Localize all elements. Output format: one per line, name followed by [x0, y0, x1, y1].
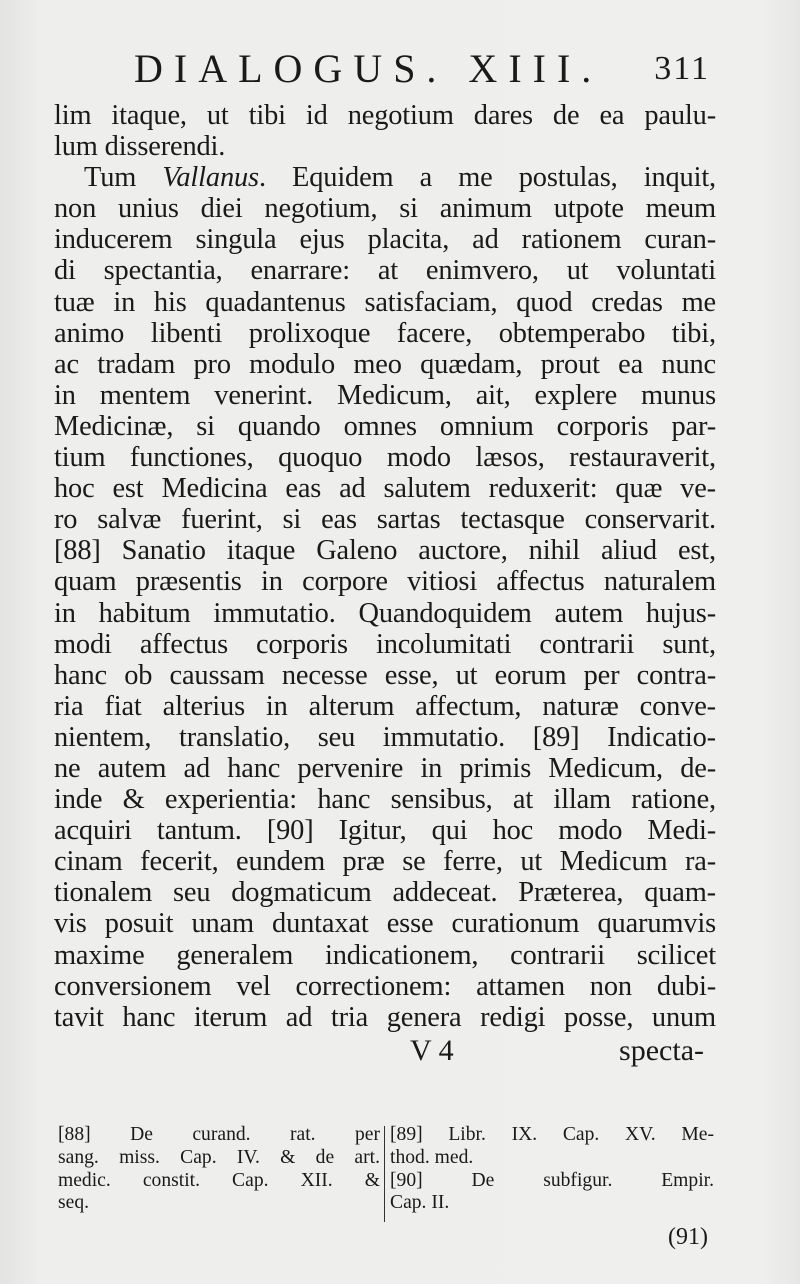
speaker-name: Vallanus — [162, 162, 259, 194]
footnote-line: sang. miss. Cap. IV. & de art. — [58, 1146, 380, 1168]
text-line: quam præsentis in corpore vitiosi affectus naturalem — [54, 566, 716, 598]
text-line: conversionem vel correctionem: attamen non dubi- — [54, 970, 716, 1002]
footnotes-right-column — [390, 1124, 714, 1215]
text-line: ac tradam pro modulo meo quædam, prout ea nunc — [54, 348, 716, 380]
text-line: tionalem seu dogmaticum addeceat. Præterea, quam- — [54, 877, 716, 909]
footnote-line: medic. constit. Cap. XII. & — [58, 1169, 380, 1191]
signature-mark-v4: V 4 — [410, 1033, 454, 1067]
gathering-mark: (91) — [668, 1224, 708, 1250]
text-line: inducerem singula ejus placita, ad rationem curan- — [54, 224, 716, 256]
text-line: nientem, translatio, seu immutatio. [89] Indicatio- — [54, 721, 716, 753]
footnote-divider — [384, 1126, 385, 1222]
text-line: tium functiones, quoquo modo læsos, restauraverit, — [54, 442, 716, 474]
footnotes-left-column — [58, 1124, 380, 1215]
running-head: DIALOGUS. XIII. — [134, 46, 603, 91]
text-line: tavit hanc iterum ad tria genera redigi posse, unum — [54, 1001, 716, 1033]
footnote-line: thod. med. — [390, 1146, 474, 1168]
text-line: cinam fecerit, eundem præ se ferre, ut Medicum ra- — [54, 846, 716, 878]
catchword: specta- — [619, 1033, 704, 1067]
text-line: tuæ in his quadantenus satisfaciam, quod credas me — [54, 286, 716, 318]
page-header — [54, 38, 716, 100]
text-line: hanc ob caussam necesse esse, ut eorum per contra- — [54, 659, 716, 691]
text-line: maxime generalem indicationem, contrarii scilicet — [54, 939, 716, 971]
text-line: animo libenti prolixoque facere, obtemperabo tibi, — [54, 317, 716, 349]
text-line: inde & experientia: hanc sensibus, at illam ratione, — [54, 784, 716, 816]
text-line: acquiri tantum. [90] Igitur, qui hoc modo Medi- — [54, 815, 716, 847]
text-line: di spectantia, enarrare: at enimvero, ut voluntati — [54, 255, 716, 287]
text-line: lum disserendi. — [54, 131, 226, 163]
text-line: modi affectus corporis incolumitati contrarii sunt, — [54, 628, 716, 660]
text-line: vis posuit unam duntaxat esse curationum quarumvis — [54, 908, 716, 940]
footnote-line: [89] Libr. IX. Cap. XV. Me- — [390, 1124, 714, 1145]
footnote-line: Cap. II. — [390, 1192, 450, 1214]
text-line: Medicinæ, si quando omnes omnium corporis par- — [54, 410, 716, 442]
text-line: lim itaque, ut tibi id negotium dares de ea paulu- — [54, 100, 716, 131]
text-line: hoc est Medicina eas ad salutem reduxerit: quæ ve- — [54, 473, 716, 505]
footnote-line: [90] De subfigur. Empir. — [390, 1169, 714, 1191]
catch-row — [54, 1033, 716, 1069]
page-content — [54, 38, 716, 1069]
footnote-line: [88] De curand. rat. per — [58, 1124, 380, 1145]
text-line: ne autem ad hanc pervenire in primis Medicum, de- — [54, 752, 716, 784]
body-text — [54, 100, 716, 1033]
text-line: ria fiat alterius in alterum affectum, naturæ conve- — [54, 690, 716, 722]
text-line: ro salvæ fuerint, si eas sartas tectasque conservarit. — [54, 504, 716, 536]
text-line: in mentem venerint. Medicum, ait, explere munus — [54, 379, 716, 411]
text-line: in habitum immutatio. Quandoquidem autem hujus- — [54, 597, 716, 629]
text-line: [88] Sanatio itaque Galeno auctore, nihil aliud est, — [54, 535, 716, 567]
text-line: non unius diei negotium, si animum utpote meum — [54, 193, 716, 225]
footnote-line: seq. — [58, 1192, 90, 1214]
page-number: 311 — [654, 50, 710, 87]
text-line: Tum Vallanus. Equidem a me postulas, inquit, — [84, 162, 717, 194]
